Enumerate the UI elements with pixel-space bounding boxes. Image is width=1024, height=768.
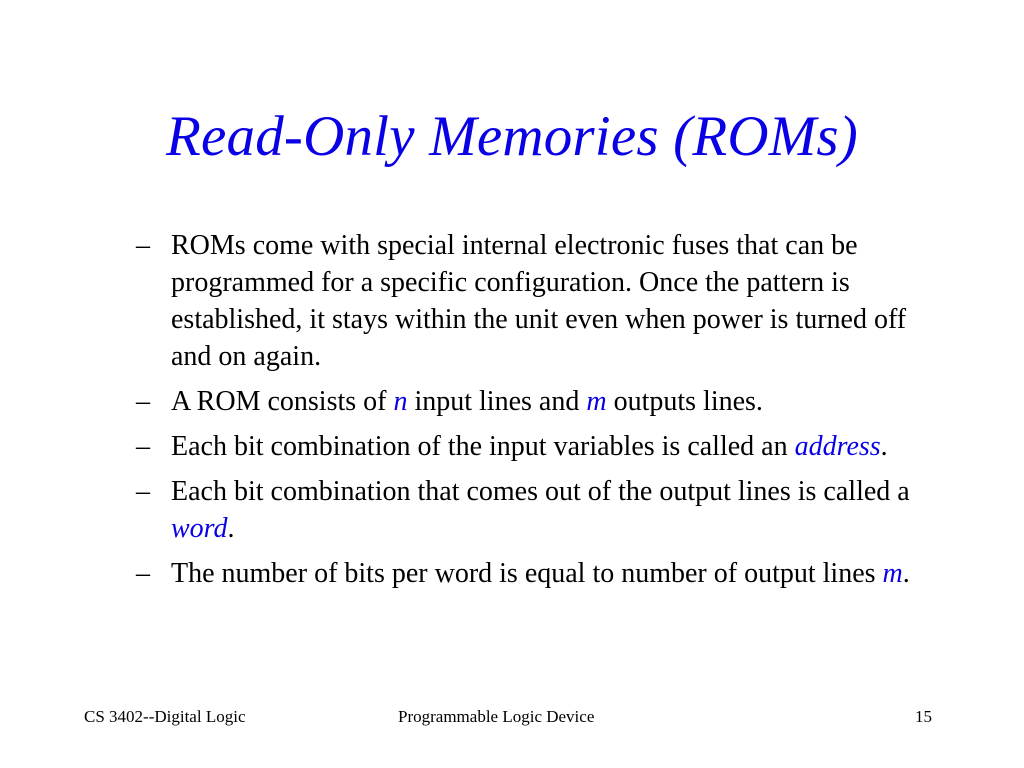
bullet-text: . bbox=[880, 431, 888, 462]
bullet-item bbox=[136, 473, 936, 547]
emphasis-term: address bbox=[794, 431, 881, 462]
bullet-text: ROMs come with special internal electronic fuses that can be programmed for a specific configuration. Once the pattern is established, it stays within the unit even when power is turned off and on again. bbox=[171, 230, 907, 372]
bullet-text: A ROM consists of bbox=[171, 386, 394, 417]
bullet-text: Each bit combination that comes out of the output lines is called a bbox=[171, 476, 910, 507]
bullet-item bbox=[136, 383, 936, 420]
bullet-item bbox=[136, 227, 936, 375]
bullet-dash: – bbox=[136, 230, 150, 261]
bullet-text: . bbox=[902, 558, 910, 589]
emphasis-term: n bbox=[393, 386, 408, 417]
bullet-dash: – bbox=[136, 558, 150, 589]
bullet-text: input lines and bbox=[407, 386, 587, 417]
bullet-list bbox=[136, 227, 936, 600]
bullet-dash: – bbox=[136, 386, 150, 417]
footer-topic: Programmable Logic Device bbox=[398, 707, 595, 726]
bullet-dash: – bbox=[136, 431, 150, 462]
page-number: 15 bbox=[915, 707, 932, 726]
bullet-dash: – bbox=[136, 476, 150, 507]
emphasis-term: m bbox=[882, 558, 903, 589]
footer-course: CS 3402--Digital Logic bbox=[84, 707, 246, 726]
bullet-item bbox=[136, 555, 936, 592]
bullet-item bbox=[136, 428, 936, 465]
emphasis-term: word bbox=[171, 513, 228, 544]
bullet-text: outputs lines. bbox=[606, 386, 763, 417]
bullet-text: Each bit combination of the input variables is called an bbox=[171, 431, 795, 462]
slide-title: Read-Only Memories (ROMs) bbox=[166, 105, 858, 168]
bullet-text: . bbox=[227, 513, 235, 544]
bullet-text: The number of bits per word is equal to number of output lines bbox=[171, 558, 883, 589]
emphasis-term: m bbox=[586, 386, 607, 417]
